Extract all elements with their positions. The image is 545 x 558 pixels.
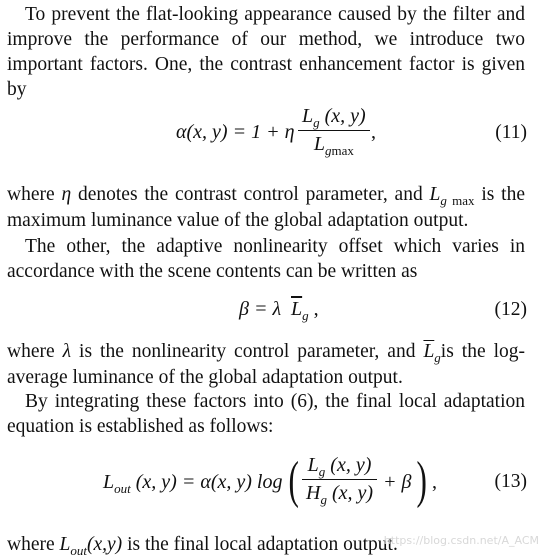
eq13-denominator: $H_g$ (x, y) xyxy=(306,482,374,507)
eq13-comma: , xyxy=(432,471,437,493)
eq13-right-paren: ) xyxy=(416,452,427,509)
watermark: https://blog.csdn.net/A_ACM xyxy=(383,534,539,547)
eq11-denominator: $L_{gmax}$ xyxy=(313,133,354,158)
eq13-number: (13) xyxy=(494,471,527,492)
eq13-lhs: $L_{out}$ (x, y) = α(x, y) log xyxy=(103,471,283,496)
paragraph-contrast-intro: To prevent the flat-looking appearance caused by the filter and improve the performance of our method, we introduce two important factors. One, the contrast enhancement factor is given by xyxy=(7,4,525,100)
eq11-fraction xyxy=(298,105,370,156)
eq11-numerator: $L_g$ (x, y) xyxy=(298,105,370,131)
eq12-lhs: β = λ xyxy=(239,298,282,320)
equation-11 xyxy=(0,107,545,167)
eq12-lbar: $\overline{L}_g$ , xyxy=(291,298,319,323)
eq11-comma: , xyxy=(371,121,376,143)
paragraph-nonlinearity-intro: The other, the adaptive nonlinearity offset which varies in accordance with the scene contents can be written as xyxy=(7,236,525,282)
eq13-left-paren: ( xyxy=(288,452,299,509)
eq13-fraction xyxy=(302,454,377,505)
paragraph-lambda-definition: where λ is the nonlinearity control parameter, and $\overline{L}_gis$ the log-average luminance of the global adaptation output. xyxy=(7,341,525,388)
eq12-number: (12) xyxy=(494,299,527,320)
paragraph-integration-intro: By integrating these factors into (6), the final local adaptation equation is established as follows: xyxy=(7,391,525,437)
eq13-numerator: $L_g$ (x, y) xyxy=(302,454,377,480)
paragraph-lout-definition: where $L_{out}(x,y)$ is the final local adaptation output. xyxy=(7,534,398,558)
eq13-plus-beta: + β xyxy=(383,471,412,493)
eq11-number: (11) xyxy=(495,122,527,143)
paragraph-eta-definition: where η denotes the contrast control parameter, and $L_g$ $_{max}$ is the maximum luminance value of the global adaptation output. xyxy=(7,184,525,231)
eq11-lhs: α(x, y) = 1 + η xyxy=(176,121,295,143)
equation-13 xyxy=(0,447,545,519)
equation-12 xyxy=(0,288,545,328)
